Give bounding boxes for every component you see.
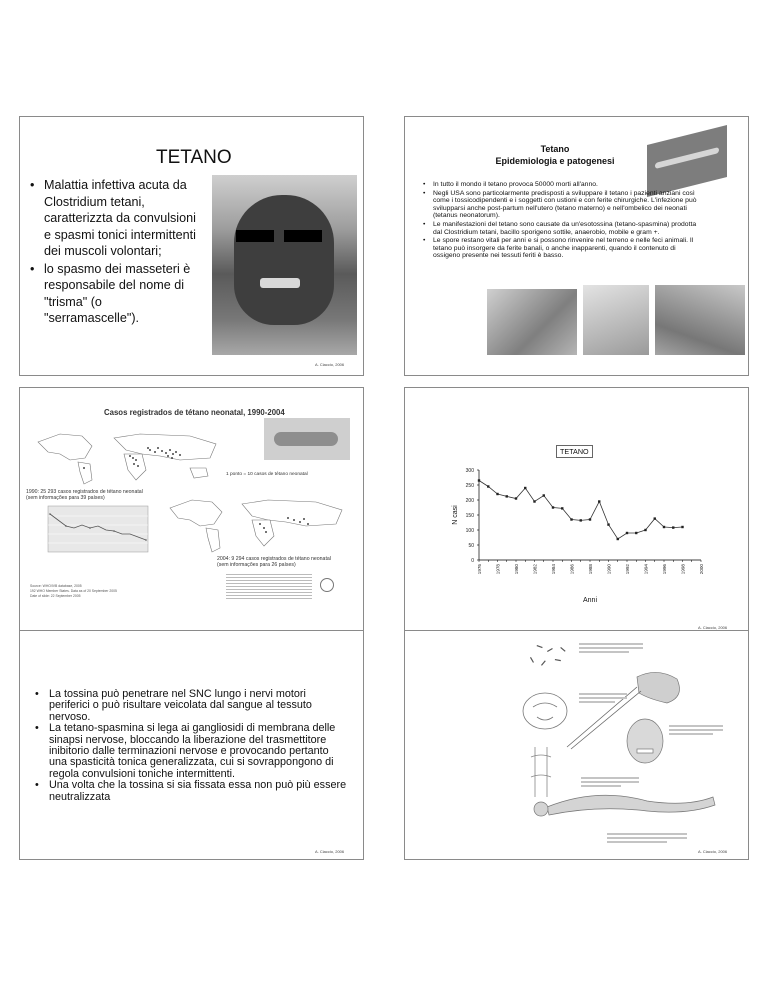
pathogenesis-illustration: [517, 637, 737, 851]
data-point: [561, 507, 563, 509]
data-point: [598, 500, 600, 502]
eye-censor-bar-right: [284, 230, 322, 242]
title-line-1: Tetano: [540, 144, 570, 154]
illustration-drawing: [517, 637, 737, 851]
label-2004: [217, 556, 331, 568]
x-tick-label: 1978: [495, 564, 501, 575]
slide-1-bullets: [30, 177, 198, 327]
y-tick-label: 300: [465, 468, 474, 474]
bacilli-icon: [530, 645, 566, 666]
world-map-1990: [30, 424, 230, 486]
bullet: • La tossina può penetrare nel SNC lungo i nervi motori periferici o può risultare veicolata dal sangue al tessuto nervoso.: [35, 689, 347, 723]
data-point: [663, 526, 665, 528]
mini-trend-chart: [32, 504, 152, 566]
patient-face-icon: [627, 719, 663, 763]
y-tick-label: 0: [471, 558, 474, 564]
slide-1-title: TETANO: [156, 147, 232, 168]
bacillus-rod: [655, 147, 719, 169]
slide-2-bullets: [423, 181, 703, 261]
foot-wound-icon: [637, 672, 679, 703]
wound-photo-leg: [487, 289, 577, 355]
x-tick-label: 1992: [625, 564, 630, 575]
eye-censor-bar-left: [236, 230, 274, 242]
x-tick-label: 1986: [569, 564, 575, 575]
data-point: [478, 479, 480, 481]
label-2004-line-2: (sem informações para 26 países): [217, 562, 296, 568]
wound-photo-finger: [655, 285, 745, 355]
series-line: [479, 481, 683, 540]
y-tick-label: 200: [465, 498, 474, 504]
data-point: [580, 519, 582, 521]
x-tick-label: 1976: [477, 564, 482, 575]
data-point: [589, 518, 591, 520]
data-point: [496, 493, 498, 495]
world-map-2004: [164, 492, 354, 558]
label-1990-line-2: (sem informações para 39 países): [26, 495, 105, 501]
slide-2: [404, 116, 749, 376]
slide-4: [404, 387, 749, 647]
source-line: Source: WHO/IVB database, 2005: [30, 584, 82, 588]
slide-4-footer: A. Ciaccio, 2006: [698, 625, 728, 630]
chart-title-badge: TETANO: [556, 445, 593, 458]
y-tick-label: 100: [465, 528, 474, 534]
slide-6: [404, 630, 749, 860]
data-point: [654, 517, 656, 519]
bullet: • Negli USA sono particolarmente predisposti a sviluppare il tetano i pazienti anziani così come i tossicodipendenti e i soggetti con ustioni e con ferite chirurgiche. L'infezione può svilupparsi anche post-partum nell'utero (tetano materno) e nell'ombelico dei neonati (tetanus neonatorum).: [423, 190, 703, 220]
wound-photo-hand: [583, 285, 649, 355]
bullet: • lo spasmo dei masseteri è responsabile del nome di "trisma" (o "serramascelle").: [30, 261, 198, 327]
x-axis-title: Anni: [582, 597, 598, 604]
bullet: • Le manifestazioni del tetano sono causate da un'esotossina (tetano-spasmina) prodotta dal Clostridium tetani, bacillo sporigeno sottile, anaerobio, mobile e gram +.: [423, 221, 703, 236]
legend-point: 1 ponto = 10 casos de tétano neonatal: [226, 472, 308, 477]
source-line: Date of slide: 22 September 2005: [30, 594, 81, 598]
x-tick-label: 1982: [532, 564, 538, 575]
source-line: 192 WHO Member States. Data as of 20 September 2005: [30, 589, 117, 593]
data-point: [552, 506, 554, 508]
infant-silhouette: [274, 432, 338, 446]
who-logo: [320, 578, 334, 592]
slide-5-bullets: [35, 689, 347, 803]
data-point: [617, 538, 619, 540]
title-line-2: Epidemiologia e patogenesi: [495, 156, 615, 166]
teeth: [260, 278, 300, 288]
bullet: • Una volta che la tossina si sia fissata essa non può più essere neutralizzata: [35, 780, 347, 803]
data-point: [487, 485, 489, 487]
x-tick-label: 1984: [551, 564, 556, 575]
slide-3-title: Casos registrados de tétano neonatal, 1990-2004: [104, 408, 285, 417]
x-tick-label: 2000: [699, 564, 704, 575]
bullet: • Le spore restano vitali per anni e si possono rinvenire nel terreno e nelle feci animali. Il tetano può insorgere da ferite banali, o anche inapparenti, quando il contenuto di ossigeno presente nei tessuti feriti è basso.: [423, 237, 703, 260]
x-tick-label: 1994: [643, 564, 649, 575]
x-tick-label: 1988: [588, 564, 593, 575]
data-point: [607, 523, 609, 525]
tetano-line-chart: [405, 388, 748, 623]
slide-6-footer: A. Ciaccio, 2006: [698, 849, 728, 854]
bullet: • La tetano-spasmina si lega ai gangliosidi di membrana delle sinapsi nervose, bloccando la liberazione del trasmettitore inibitorio dalle terminazioni nervose e provocando pertanto una spasticità tonica generalizzata, cui si sovrappongono di regola convulsioni toniche intermittenti.: [35, 723, 347, 780]
data-point: [644, 529, 646, 531]
disclaimer-block: [226, 574, 312, 600]
data-point: [524, 487, 526, 489]
y-tick-label: 150: [465, 513, 474, 519]
face-shape: [234, 195, 334, 325]
bullet: • Malattia infettiva acuta da Clostridium tetani, caratterizzta da convulsioni e spasmi tonici intermittenti dei muscoli volontari;: [30, 177, 198, 260]
x-tick-label: 1996: [662, 564, 667, 575]
opisthotonos-body-icon: [534, 795, 715, 816]
data-point: [635, 532, 637, 534]
data-point: [681, 526, 683, 528]
data-point: [626, 532, 628, 534]
x-tick-label: 1990: [606, 564, 612, 575]
data-point: [533, 500, 535, 502]
data-point: [515, 497, 517, 499]
data-point: [506, 495, 508, 497]
slide-5-footer: A. Ciaccio, 2006: [315, 849, 345, 854]
y-axis-title: N casi: [452, 505, 459, 525]
y-tick-label: 50: [468, 543, 474, 549]
label-2004-line-1: 2004: 9 294 casos registrados de tétano neonatal: [217, 556, 331, 562]
bullet: • In tutto il mondo il tetano provoca 50000 morti all'anno.: [423, 181, 703, 189]
data-point: [543, 494, 545, 496]
slide-3: [19, 387, 364, 647]
x-tick-label: 1998: [680, 564, 686, 575]
patient-face-photo: [212, 175, 357, 355]
spinal-cord-icon: [531, 747, 551, 797]
data-point: [672, 526, 674, 528]
slide-5: [19, 630, 364, 860]
slide-1: [19, 116, 364, 376]
label-1990: [26, 489, 143, 501]
x-tick-label: 1980: [514, 564, 519, 575]
slide-1-footer: A. Ciaccio, 2006: [315, 362, 345, 367]
infant-photo: [264, 418, 350, 460]
data-point: [570, 518, 572, 520]
brain-section-icon: [523, 693, 567, 729]
source-notes: [30, 584, 117, 599]
label-1990-line-1: 1990: 25 293 casos registrados de tétano neonatal: [26, 489, 143, 495]
y-tick-label: 250: [465, 483, 474, 489]
